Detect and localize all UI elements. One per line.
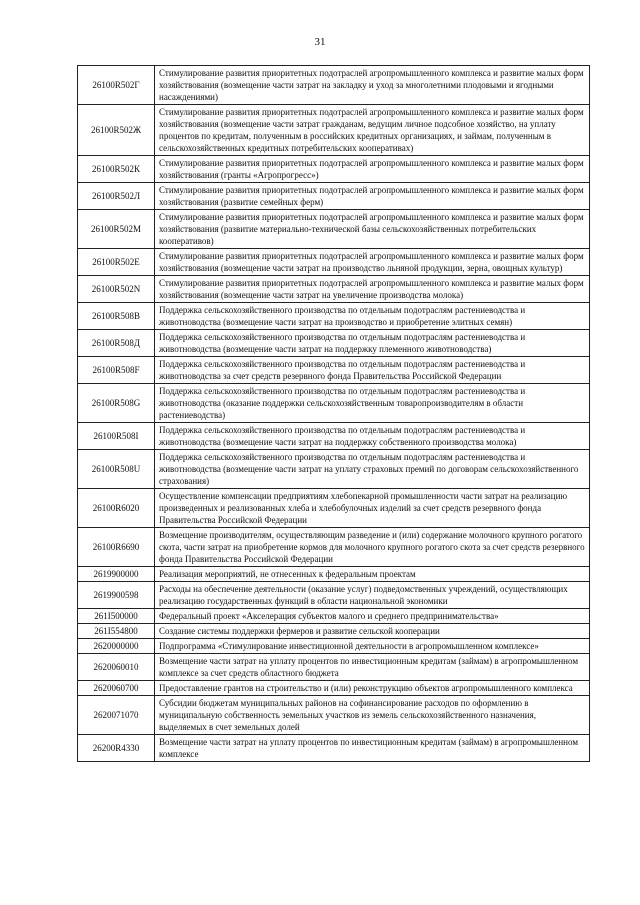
description-cell: Стимулирование развития приоритетных подотраслей агропромышленного комплекса и развитие малых форм хозяйствования (развитие семейных ферм) [155,183,590,210]
table-row [78,567,590,582]
table-row [78,654,590,681]
budget-code-cell: 26100R508U [78,450,155,489]
table-row [78,735,590,762]
budget-classification-table [77,65,590,762]
description-cell: Поддержка сельскохозяйственного производства по отдельным подотраслям растениеводства и животноводства (возмещение части затрат на уплату страховых премий по договорам сельскохозяйственного страхования) [155,450,590,489]
description-cell: Поддержка сельскохозяйственного производства по отдельным подотраслям растениеводства и животноводства (возмещение части затрат на поддержку племенного животноводства) [155,330,590,357]
description-cell: Субсидии бюджетам муниципальных районов на софинансирование расходов по оформлению в муниципальную собственность земельных участков из земель сельскохозяйственного назначения, выделяемых в счет земельных долей [155,696,590,735]
budget-code-cell: 26100R6690 [78,528,155,567]
table-body [78,66,590,762]
table-row [78,681,590,696]
description-cell: Реализация мероприятий, не отнесенных к федеральным проектам [155,567,590,582]
page-number: 31 [314,36,326,48]
description-cell: Предоставление грантов на строительство и (или) реконструкцию объектов агропромышленного комплекса [155,681,590,696]
table-row [78,105,590,156]
table-row [78,528,590,567]
budget-code-cell: 26200R4330 [78,735,155,762]
budget-code-cell: 2620071070 [78,696,155,735]
description-cell: Создание системы поддержки фермеров и развитие сельской кооперации [155,624,590,639]
table-row [78,249,590,276]
table-row [78,384,590,423]
budget-code-cell: 26100R502К [78,156,155,183]
table-row [78,183,590,210]
description-cell: Стимулирование развития приоритетных подотраслей агропромышленного комплекса и развитие малых форм хозяйствования (развитие материально-технической базы сельскохозяйственных потребительских кооперативов) [155,210,590,249]
table-row [78,423,590,450]
description-cell: Поддержка сельскохозяйственного производства по отдельным подотраслям растениеводства и животноводства (возмещение части затрат на производство и приобретение элитных семян) [155,303,590,330]
description-cell: Стимулирование развития приоритетных подотраслей агропромышленного комплекса и развитие малых форм хозяйствования (возмещение части затрат на увеличение производства молока) [155,276,590,303]
budget-code-cell: 26100R502Г [78,66,155,105]
description-cell: Поддержка сельскохозяйственного производства по отдельным подотраслям растениеводства и животноводства за счет средств резервного фонда Правительства Российской Федерации [155,357,590,384]
budget-code-cell: 261I500000 [78,609,155,624]
table-row [78,276,590,303]
budget-code-cell: 26100R508Д [78,330,155,357]
description-cell: Возмещение части затрат на уплату процентов по инвестиционным кредитам (займам) в агропромышленном комплексе [155,735,590,762]
budget-code-cell: 26100R502E [78,249,155,276]
table-row [78,624,590,639]
table-row [78,639,590,654]
budget-code-cell: 26100R502Ж [78,105,155,156]
description-cell: Возмещение части затрат на уплату процентов по инвестиционным кредитам (займам) в агропромышленном комплексе за счет средств областного бюджета [155,654,590,681]
description-cell: Подпрограмма «Стимулирование инвестиционной деятельности в агропромышленном комплексе» [155,639,590,654]
description-cell: Федеральный проект «Акселерация субъектов малого и среднего предпринимательства» [155,609,590,624]
table-row [78,450,590,489]
budget-code-cell: 2620000000 [78,639,155,654]
description-cell: Стимулирование развития приоритетных подотраслей агропромышленного комплекса и развитие малых форм хозяйствования (гранты «Агропрогресс») [155,156,590,183]
budget-code-cell: 26100R508G [78,384,155,423]
budget-code-cell: 2620060700 [78,681,155,696]
description-cell: Расходы на обеспечение деятельности (оказание услуг) подведомственных учреждений, осуществляющих реализацию государственных функций в области национальной экономики [155,582,590,609]
table-row [78,303,590,330]
description-cell: Поддержка сельскохозяйственного производства по отдельным подотраслям растениеводства и животноводства (оказание поддержки сельскохозяйственным товаропроизводителям в области растениеводства) [155,384,590,423]
table-row [78,210,590,249]
description-cell: Стимулирование развития приоритетных подотраслей агропромышленного комплекса и развитие малых форм хозяйствования (возмещение части затрат на закладку и уход за многолетними плодовыми и ягодными насаждениями) [155,66,590,105]
table-row [78,156,590,183]
description-cell: Осуществление компенсации предприятиям хлебопекарной промышленности части затрат на реализацию произведенных и реализованных хлеба и хлебобулочных изделий за счет средств резервного фонда Правительства Российской Федерации [155,489,590,528]
table-row [78,489,590,528]
budget-code-cell: 2620060010 [78,654,155,681]
budget-code-cell: 26100R508F [78,357,155,384]
budget-code-cell: 2619900000 [78,567,155,582]
table-row [78,609,590,624]
table-row [78,66,590,105]
description-cell: Возмещение производителям, осуществляющим разведение и (или) содержание молочного крупного рогатого скота, части затрат на приобретение кормов для молочного крупного рогатого скота за счет средств резервного фонда Правительства Российской Федерации [155,528,590,567]
description-cell: Поддержка сельскохозяйственного производства по отдельным подотраслям растениеводства и животноводства (возмещение части затрат на поддержку собственного производства молока) [155,423,590,450]
budget-code-cell: 26100R6020 [78,489,155,528]
budget-code-cell: 26100R502М [78,210,155,249]
table-row [78,330,590,357]
budget-code-cell: 26100R508В [78,303,155,330]
description-cell: Стимулирование развития приоритетных подотраслей агропромышленного комплекса и развитие малых форм хозяйствования (возмещение части затрат гражданам, ведущим личное подсобное хозяйство, на уплату процентов по кредитам, полученным в российских кредитных организациях, и займам, полученным в сельскохозяйственных кредитных потребительских кооперативах) [155,105,590,156]
table-row [78,582,590,609]
budget-code-cell: 26100R502Л [78,183,155,210]
budget-code-cell: 2619900598 [78,582,155,609]
table-row [78,696,590,735]
budget-code-cell: 26100R508I [78,423,155,450]
table-row [78,357,590,384]
budget-code-cell: 261I554800 [78,624,155,639]
budget-code-cell: 26100R502N [78,276,155,303]
description-cell: Стимулирование развития приоритетных подотраслей агропромышленного комплекса и развитие малых форм хозяйствования (возмещение части затрат на производство льняной продукции, зерна, овощных культур) [155,249,590,276]
